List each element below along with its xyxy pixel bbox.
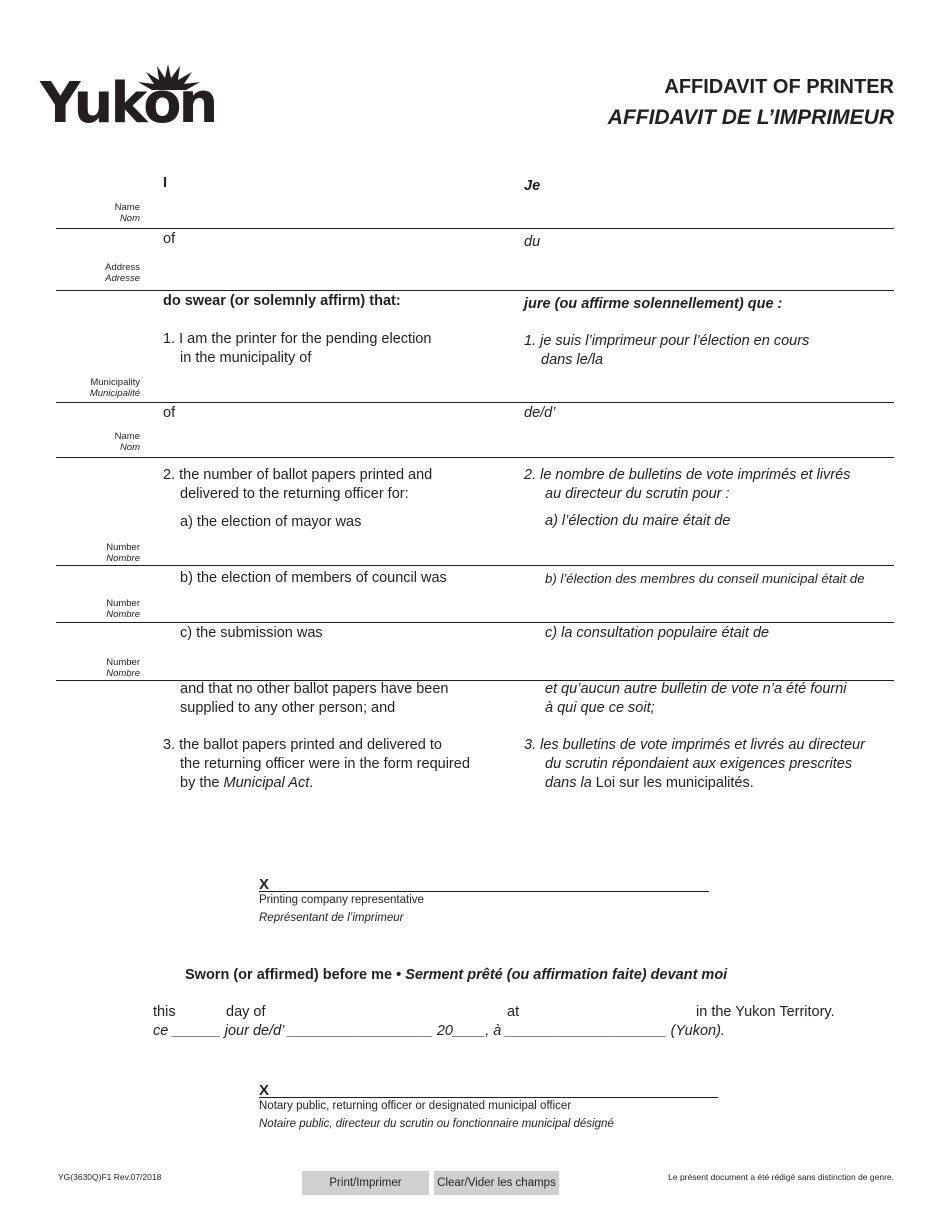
form-code: YG(3630Q)F1 Rev.07/2018 (58, 1172, 162, 1182)
sworn-this: this (153, 1004, 176, 1020)
item1-en: 1. I am the printer for the pending election in the municipality of (163, 331, 432, 366)
name-field-label: Name Nom (114, 202, 140, 224)
sworn-territory: in the Yukon Territory. (696, 1004, 835, 1020)
municipality-field-line[interactable] (56, 402, 894, 403)
clear-fields-button[interactable]: Clear/Vider les champs (434, 1171, 559, 1195)
swear-heading-en: do swear (or solemnly affirm) that: (163, 293, 401, 309)
yukon-logo (40, 62, 215, 134)
signature1-x-mark: X (259, 876, 270, 893)
signature2-label-en: Notary public, returning officer or designated municipal officer (259, 1100, 572, 1112)
mayor-field-label: Number Nombre (106, 542, 140, 564)
sworn-at: at (507, 1004, 520, 1020)
signature2-line[interactable] (259, 1097, 718, 1098)
item3-en: 3. the ballot papers printed and delivered to the returning officer were in the form required by the Municipal Act. (163, 737, 470, 791)
item3-fr: 3. les bulletins de vote imprimés et livrés au directeur du scrutin répondaient aux exigences prescrites dans la Loi sur les municipalités. (524, 737, 865, 791)
sworn-day-of: day of (226, 1004, 266, 1020)
item2-fr: 2. le nombre de bulletins de vote imprimés et livrés au directeur du scrutin pour : (524, 467, 851, 502)
municipality-field-label: Municipality Municipalité (89, 377, 140, 399)
logo-wordmark: Yukon (40, 71, 216, 136)
form-title-fr: AFFIDAVIT DE L’IMPRIMEUR (607, 106, 894, 129)
form-title-en: AFFIDAVIT OF PRINTER (664, 76, 894, 98)
name2-prefix-fr: de/d’ (524, 405, 556, 421)
name2-field-line[interactable] (56, 457, 894, 458)
gender-note: Le présent document a été rédigé sans distinction de genre. (668, 1172, 894, 1182)
name2-field-label: Name Nom (114, 431, 140, 453)
swear-heading-fr: jure (ou affirme solennellement) que : (524, 296, 783, 312)
sworn-fr-line[interactable]: ce ______ jour de/d’ __________________ 20____, à ____________________ (Yukon). (153, 1023, 725, 1039)
signature2-x-mark: X (259, 1082, 270, 1099)
address-prefix-en: of (163, 231, 176, 247)
council-field-line[interactable] (56, 622, 894, 623)
sworn-heading: Sworn (or affirmed) before me • Serment prêté (ou affirmation faite) devant moi (185, 967, 728, 983)
mayor-field-line[interactable] (56, 565, 894, 566)
address-field-label: Address Adresse (105, 262, 140, 284)
name2-prefix-en: of (163, 405, 176, 421)
signature2-label-fr: Notaire public, directeur du scrutin ou fonctionnaire municipal désigné (259, 1118, 614, 1130)
signature1-label-en: Printing company representative (259, 894, 424, 906)
print-button[interactable]: Print/Imprimer (302, 1171, 429, 1195)
council-field-label: Number Nombre (106, 598, 140, 620)
signature1-label-fr: Représentant de l’imprimeur (259, 912, 404, 924)
name-prefix-en: I (163, 175, 168, 191)
council-text-fr: b) l’élection des membres du conseil municipal était de (545, 571, 865, 586)
submission-field-label: Number Nombre (106, 657, 140, 679)
closing-en: and that no other ballot papers have been supplied to any other person; and (180, 681, 449, 716)
mayor-text-en: a) the election of mayor was (180, 514, 362, 530)
signature1-line[interactable] (259, 891, 709, 892)
address-field-line[interactable] (56, 290, 894, 291)
item1-fr: 1. je suis l’imprimeur pour l’élection en cours dans le/la (524, 333, 810, 368)
submission-text-en: c) the submission was (180, 625, 323, 641)
mayor-text-fr: a) l’élection du maire était de (545, 513, 731, 529)
submission-text-fr: c) la consultation populaire était de (545, 625, 770, 641)
closing-fr: et qu’aucun autre bulletin de vote n’a été fourni à qui que ce soit; (545, 681, 847, 716)
name-prefix-fr: Je (524, 178, 541, 194)
name-field-line[interactable] (56, 228, 894, 229)
council-text-en: b) the election of members of council was (180, 570, 447, 586)
item2-en: 2. the number of ballot papers printed and delivered to the returning officer for: (163, 467, 433, 502)
address-prefix-fr: du (524, 234, 541, 250)
